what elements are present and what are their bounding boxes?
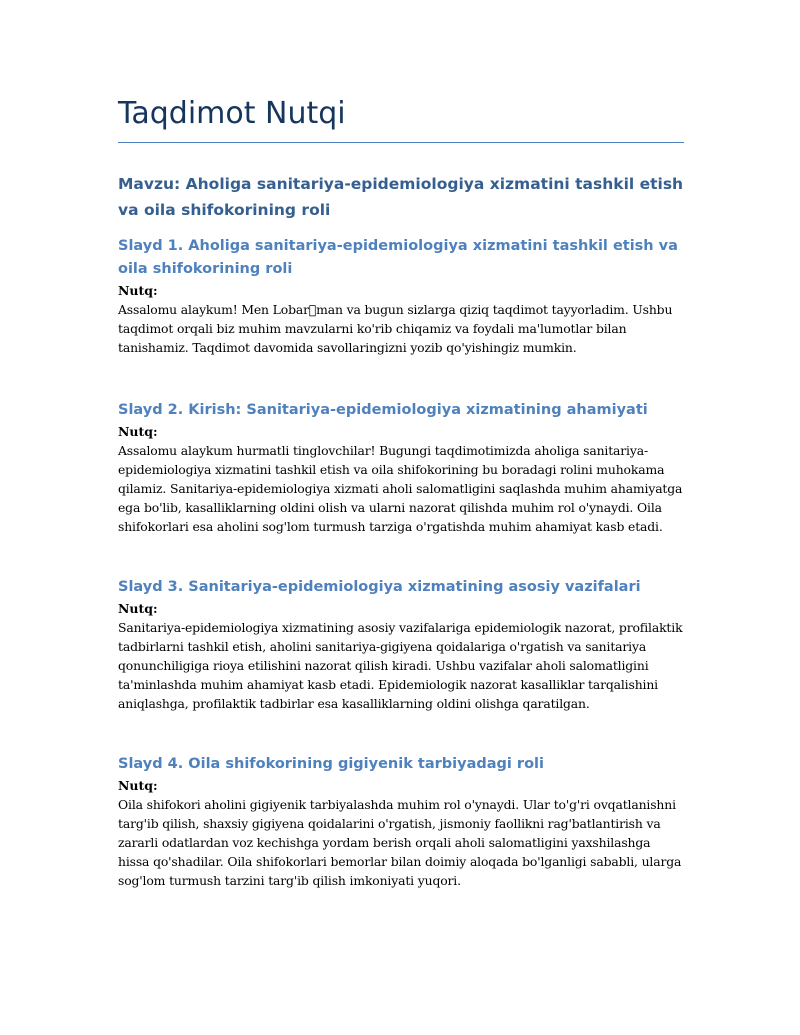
document-page: [118, 0, 684, 890]
speech-text: Oila shifokori aholini gigiyenik tarbiyalashda muhim rol o'ynaydi. Ular to'g'ri ovqatlanishni targ'ib qilish, shaxsiy gigiyena qoidalarini o'rgatish, jismoniy faollikni rag'batlantirish va zararli odatlardan voz kechishga yordam berish orqali aholi salomatligini yaxshilashga hissa qo'shadilar. Oila shifokorlari bemorlar bilan doimiy aloqada bo'lganligi sababli, ularga sog'lom turmush tarzini targ'ib qilish imkoniyati yuqori.: [118, 797, 682, 888]
speech-label: Nutq:: [118, 283, 158, 298]
speech-label: Nutq:: [118, 778, 158, 793]
slide-heading: Slayd 2. Kirish: Sanitariya-epidemiologiya xizmatining ahamiyati: [118, 402, 648, 418]
speech-label: Nutq:: [118, 601, 158, 616]
speech-text: Sanitariya-epidemiologiya xizmatining asosiy vazifalariga epidemiologik nazorat, profilaktik tadbirlarni tashkil etish, aholini sanitariya-gigiyena qoidalariga o'rgatish va sanitariya qonunchiligiga rioya etilishini nazorat qilish kiradi. Ushbu vazifalar aholi salomatligini ta'minlashda muhim ahamiyat kasb etadi. Epidemiologik nazorat kasalliklar tarqalishini aniqlashga, profilaktik tadbirlar esa kasalliklarning oldini olishga qaratilgan.: [118, 620, 683, 711]
speech-text: Assalomu alaykum hurmatli tinglovchilar! Bugungi taqdimotimizda aholiga sanitariya-epidemiologiya xizmatini tashkil etish va oila shifokorining bu boradagi rolini muhokama qilamiz. Sanitariya-epidemiologiya xizmati aholi salomatligini saqlashda muhim ahamiyatga ega bo'lib, kasalliklarning oldini olish va ularni nazorat qilishda muhim rol o'ynaydi. Oila shifokorlari esa aholini sog'lom turmush tarziga o'rgatishda muhim ahamiyat kasb etadi.: [118, 443, 683, 534]
speech-label: Nutq:: [118, 424, 158, 439]
slide-section-3: [118, 576, 684, 713]
slide-heading: Slayd 1. Aholiga sanitariya-epidemiologiya xizmatini tashkil etish va oila shifokorining roli: [118, 238, 678, 277]
slide-heading: Slayd 4. Oila shifokorining gigiyenik tarbiyadagi roli: [118, 756, 544, 772]
slide-heading: Slayd 3. Sanitariya-epidemiologiya xizmatining asosiy vazifalari: [118, 579, 641, 595]
topic-heading: Mavzu: Aholiga sanitariya-epidemiologiya xizmatini tashkil etish va oila shifokorining roli: [118, 175, 684, 219]
speech-text: Assalomu alaykum! Men Lobar man va bugun sizlarga qiziq taqdimot tayyorladim. Ushbu taqdimot orqali biz muhim mavzularni ko'rib chiqamiz va foydali ma'lumotlar bilan tanishamiz. Taqdimot davomida savollaringizni yozib qo'yishingiz mumkin.: [118, 302, 673, 355]
slide-section-1: [118, 235, 684, 357]
slide-section-4: [118, 753, 684, 890]
document-title: Taqdimot Nutqi: [118, 0, 684, 143]
slide-section-2: [118, 399, 684, 536]
